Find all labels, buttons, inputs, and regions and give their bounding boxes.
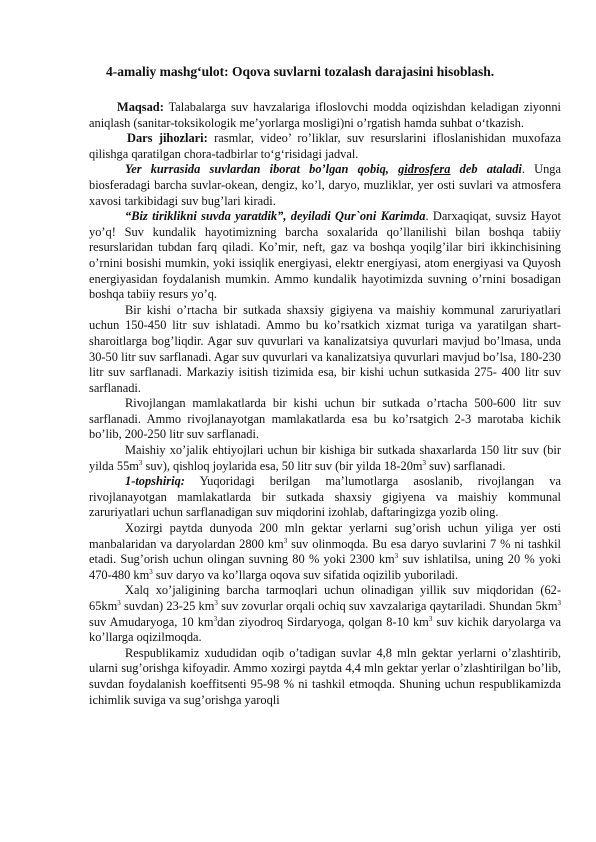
superscript: 3 xyxy=(138,458,143,467)
task-1-text: Yuqoridagi berilgan ma’lumotlarga asoslanib, rivojlangan va rivojlanayotgan mamlakatlarda bir sutkada shaxsiy gigiyena va maishiy kommunal zaruriyatlari uchun sarflanadigan suv miqdorini izohlab, daftaringizga yozib oling. xyxy=(89,474,561,520)
superscript: 3 xyxy=(214,599,218,607)
superscript: 3 xyxy=(283,536,288,545)
superscript: 3 xyxy=(422,458,427,467)
superscript: 3 xyxy=(213,614,218,623)
hydrosphere-emphasis-a: Yer kurrasida suvlardan iborat bo’lgan qobiq, xyxy=(125,162,399,177)
paragraph-goal xyxy=(89,100,561,131)
hydrosphere-text: . Unga biosferadagi barcha suvlar-okean, dengiz, ko’l, daryo, muzliklar, yer osti suvlari va atmosfera xavosi tarkibidagi suv bug’lari kiradi. xyxy=(89,162,561,208)
economy-text-a: Xalq xo’jaligining barcha tarmoqlari uchun olinadigan yillik suv miqdoridan (62-65km xyxy=(89,583,561,613)
superscript: 3 xyxy=(117,599,121,607)
document-body xyxy=(89,100,561,708)
paragraph-household-needs xyxy=(89,443,561,474)
quran-quote-text: . Darxaqiqat, suvsiz Hayot yo’q! Suv kundalik hayotimizning barcha soxalarida qo’llanilishi bilan boshqa tabiiy resurslaridan tubdan farq qiladi. Ko’mir, neft, gaz va boshqa yoqilg’ilar biri ikkinchisining o’rnini bosishi mumkin, yoki issiqlik energiyasi, elektr energiyasi, atom energiyasi va Quyosh energiyasidan foydalanish mumkin. Ammo kundalik hayotimizda suvning o’rnini bosadigan boshqa tabiiy resurs yo’q. xyxy=(89,209,561,302)
paragraph-daily-usage: Bir kishi o’rtacha bir sutkada shaxsiy gigiyena va maishiy kommunal zaruriyatlari uchun 150-450 litr suv ishlatadi. Ammo bu ko’rsatkich xizmat turiga va yaratilgan shart-sharoitlarga bog’liqdir. Agar suv quvurlari va kanalizatsiya quvurlari mavjud bo’lmasa, unda 30-50 litr suv sarflanadi. Agar suv quvurlari va kanalizatsiya quvurlari mavjud bo’lsa, 180-230 litr suv sarflanadi. Markaziy isitish tizimida esa, bir kishi uchun sutkasida 275- 400 litr suv sarflanadi. xyxy=(89,302,561,395)
goal-label: Maqsad: xyxy=(117,100,164,114)
irrigation-text-d: suv daryo va ko’llarga oqova suv sifatida oqizilib yuboriladi. xyxy=(152,567,459,582)
economy-text-b: suvdan) 23-25 km xyxy=(120,599,215,613)
paragraph-republic-land: Respublikamiz xududidan oqib o’tadigan suvlar 4,8 mln gektar yerlarni o’zlashtirib, ularni sug’orishga kifoyadir. Ammo xozirgi paytda 4,4 mln gektar yerlar o’zlashtirilgan bo’lib, suvdan foydalanish koeffitsenti 95-98 % ni tashkil etmoqda. Shuning uchun respublikamizda ichimlik suviga va sug’orishga yaroqli xyxy=(89,645,561,707)
superscript: 3 xyxy=(428,614,433,623)
equipment-text: rasmlar, video’ ro’liklar, suv resurslarini ifloslanishidan muxofaza qilishga qaratilgan chora-tadbirlar to‘g‘risidagi jadval. xyxy=(89,131,561,161)
quran-quote-emphasis: “Biz tiriklikni suvda yaratdik”, deyiladi Qur`oni Karimda xyxy=(125,209,426,224)
economy-text-d: suv Amudaryoga, 10 km xyxy=(89,614,214,629)
page-title: 4-amaliy mashg‘ulot: Oqova suvlarni tozalash darajasini hisoblash. xyxy=(106,64,495,79)
paragraph-task-1 xyxy=(89,474,561,521)
paragraph-irrigation xyxy=(89,521,561,583)
economy-text-f: suv kichik daryolarga va ko’llarga oqizilmoqda. xyxy=(89,614,561,645)
superscript: 3 xyxy=(394,552,399,561)
economy-text-c: suv zovurlar orqali ochiq suv xavzalariga qaytariladi. Shundan 5km xyxy=(217,599,558,613)
superscript: 3 xyxy=(557,599,561,607)
superscript: 3 xyxy=(149,567,153,576)
irrigation-text-a: Xozirgi paytda dunyoda 200 mln gektar yerlarni sug’orish uchun yiliga yer osti manbalaridan va daryolardan 2800 km xyxy=(89,521,561,551)
paragraph-hydrosphere xyxy=(89,162,561,209)
hydrosphere-term: gidrosfera xyxy=(398,162,451,177)
household-text-a: Maishiy xo’jalik ehtiyojlari uchun bir kishiga bir sutkada shaxarlarda 150 litr suv (bir yilda 55m xyxy=(89,443,561,473)
paragraph-developed-countries: Rivojlangan mamlakatlarda bir kishi uchun bir sutkada o’rtacha 500-600 litr suv sarflanadi. Ammo rivojlanayotgan mamlakatlarda esa bu ko’rsatgich 2-3 marotaba kichik bo’lib, 200-250 litr suv sarflanadi. xyxy=(89,396,561,442)
irrigation-text-c: suv ishlatilsa, uning 20 % yoki 470-480 km xyxy=(89,552,561,582)
paragraph-equipment xyxy=(89,131,561,162)
paragraph-economy-water xyxy=(89,583,561,645)
equipment-label: Dars jihozlari: xyxy=(127,131,208,146)
household-text-b: suv), qishloq joylarida esa, 50 litr suv (bir yilda 18-20m xyxy=(142,458,423,473)
hydrosphere-emphasis-b: deb ataladi xyxy=(450,162,522,177)
task-1-label: 1-topshiriq: xyxy=(125,474,185,489)
household-text-c: suv) sarflanadi. xyxy=(426,458,506,473)
paragraph-quran-quote xyxy=(89,209,561,303)
irrigation-text-b: suv olinmoqda. Bu esa daryo suvlarini 7 % ni tashkil etadi. Sug’orish uchun olingan suvning 80 % yoki 2300 km xyxy=(89,536,561,567)
goal-text: Talabalarga suv havzalariga ifloslovchi modda oqizishdan keladigan ziyonni aniqlash (sanitar-toksikologik me’yorlarga mosligi)ni o’rgatish hamda suhbat o‘tkazish. xyxy=(89,100,561,130)
economy-text-e: dan ziyodroq Sirdaryoga, qolgan 8-10 km xyxy=(217,614,429,629)
